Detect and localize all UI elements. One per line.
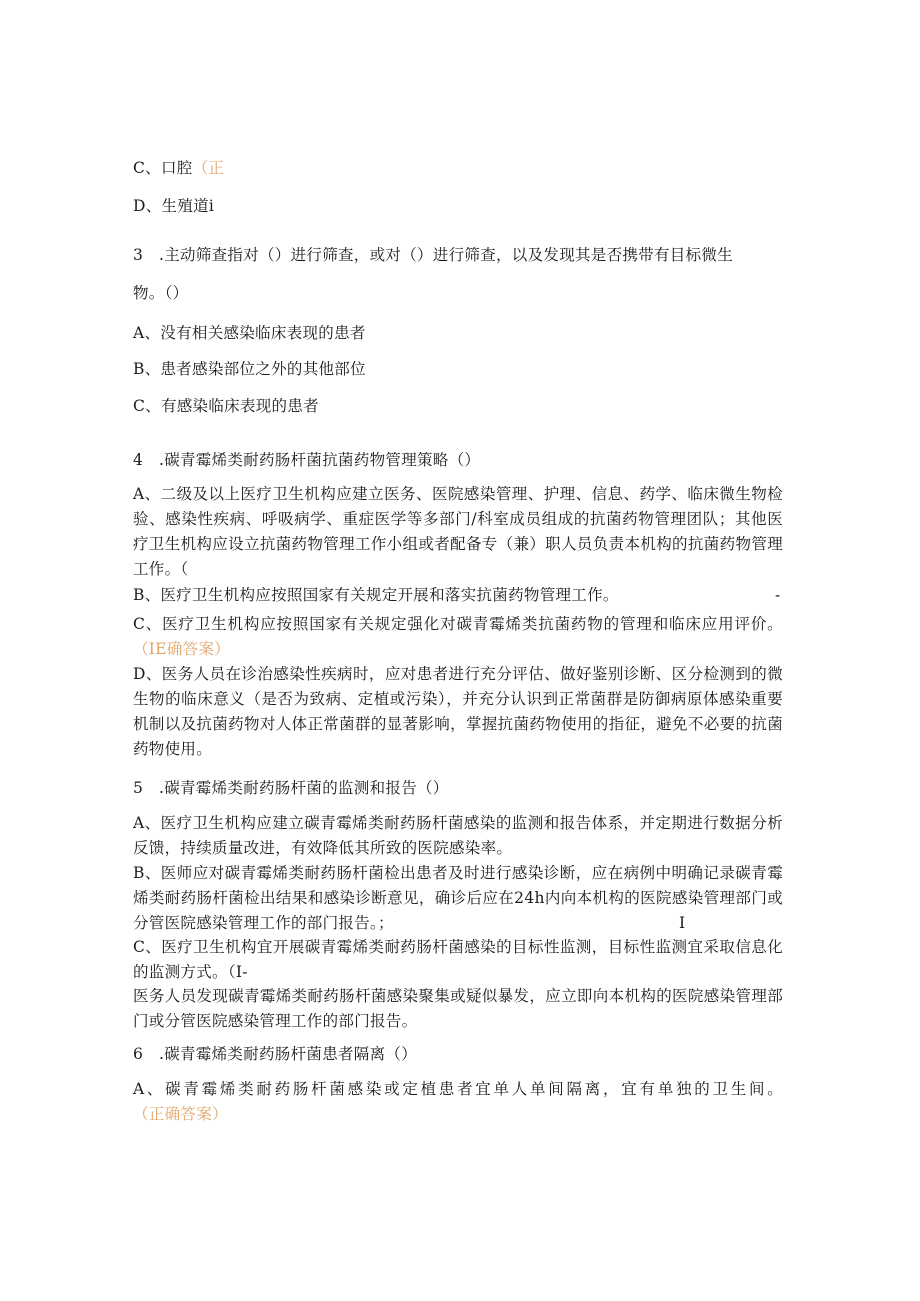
q6-option-a: A、碳青霉烯类耐药肠杆菌感染或定植患者宜单人单间隔离，宜有单独的卫生间。（正确答案） [133,1080,783,1123]
answer-mark: （正确答案） [133,1105,228,1123]
q4-option-c: C、医疗卫生机构应按照国家有关规定强化对碳青霉烯类抗菌药物的管理和临床应用评价。（IE确答案） [133,615,783,658]
answer-mark: （正 [192,159,225,177]
stray-mark: - [775,586,781,604]
q3-option-a: A、没有相关感染临床表现的患者 [133,324,366,342]
q4-option-b: B、医疗卫生机构应按照国家有关规定开展和落实抗菌药物管理工作。 [133,586,619,604]
q5-option-c: C、医疗卫生机构宜开展碳青霉烯类耐药肠杆菌感染的目标性监测，目标性监测宜采取信息化的监测方式。（I- [133,938,783,981]
q4-option-d: D、医务人员在诊治感染性疾病时，应对患者进行充分评估、做好鉴别诊断、区分检测到的微生物的临床意义（是否为致病、定植或污染），并充分认识到正常菌群是防御病原体感染重要机制以及抗菌药物对人体正常菌群的显著影响，掌握抗菌药物使用的指征，避免不必要的抗菌药物使用。 [133,665,783,758]
question-5: 5 .碳青霉烯类耐药肠杆菌的监测和报告（） [133,779,449,797]
q3-option-c: C、有感染临床表现的患者 [133,397,319,415]
question-6: 6 .碳青霉烯类耐药肠杆菌患者隔离（） [133,1045,417,1063]
question-3: 3 .主动筛查指对（）进行筛查，或对（）进行筛查，以及发现其是否携带有目标微生 [133,246,733,264]
q5-option-d: 医务人员发现碳青霉烯类耐药肠杆菌感染聚集或疑似暴发，应立即向本机构的医院感染管理部门或分管医院感染管理工作的部门报告。 [133,987,783,1030]
q5-option-a: A、医疗卫生机构应建立碳青霉烯类耐药肠杆菌感染的监测和报告体系，并定期进行数据分析反馈，持续质量改进，有效降低其所致的医院感染率。 [133,814,783,857]
q3-option-b: B、患者感染部位之外的其他部位 [133,360,366,378]
stray-mark: （ [180,560,189,578]
q2-option-c: C、口腔（正 [133,159,225,177]
q5-option-b: B、医师应对碳青霉烯类耐药肠杆菌检出患者及时进行感染诊断，应在病例中明确记录碳青霉烯类耐药肠杆菌检出结果和感染诊断意见，确诊后应在24h内向本机构的医院感染管理部门或分管医院感染管理工作的部门报告。； [133,864,783,932]
stray-mark: I [679,914,686,932]
answer-mark: （IE确答案） [133,640,231,658]
stray-mark: （I- [227,963,248,981]
q2-option-d: D、生殖道i [133,197,215,215]
q4-option-a: A、二级及以上医疗卫生机构应建立医务、医院感染管理、护理、信息、药学、临床微生物检验、感染性疾病、呼吸病学、重症医学等多部门/科室成员组成的抗菌药物管理团队；其他医疗卫生机构应设立抗菌药物管理工作小组或者配备专（兼）职人员负责本机构的抗菌药物管理工作。（ [133,485,783,578]
question-4: 4 .碳青霉烯类耐药肠杆菌抗菌药物管理策略（） [133,451,481,469]
question-3-cont: 物。（） [133,284,189,302]
